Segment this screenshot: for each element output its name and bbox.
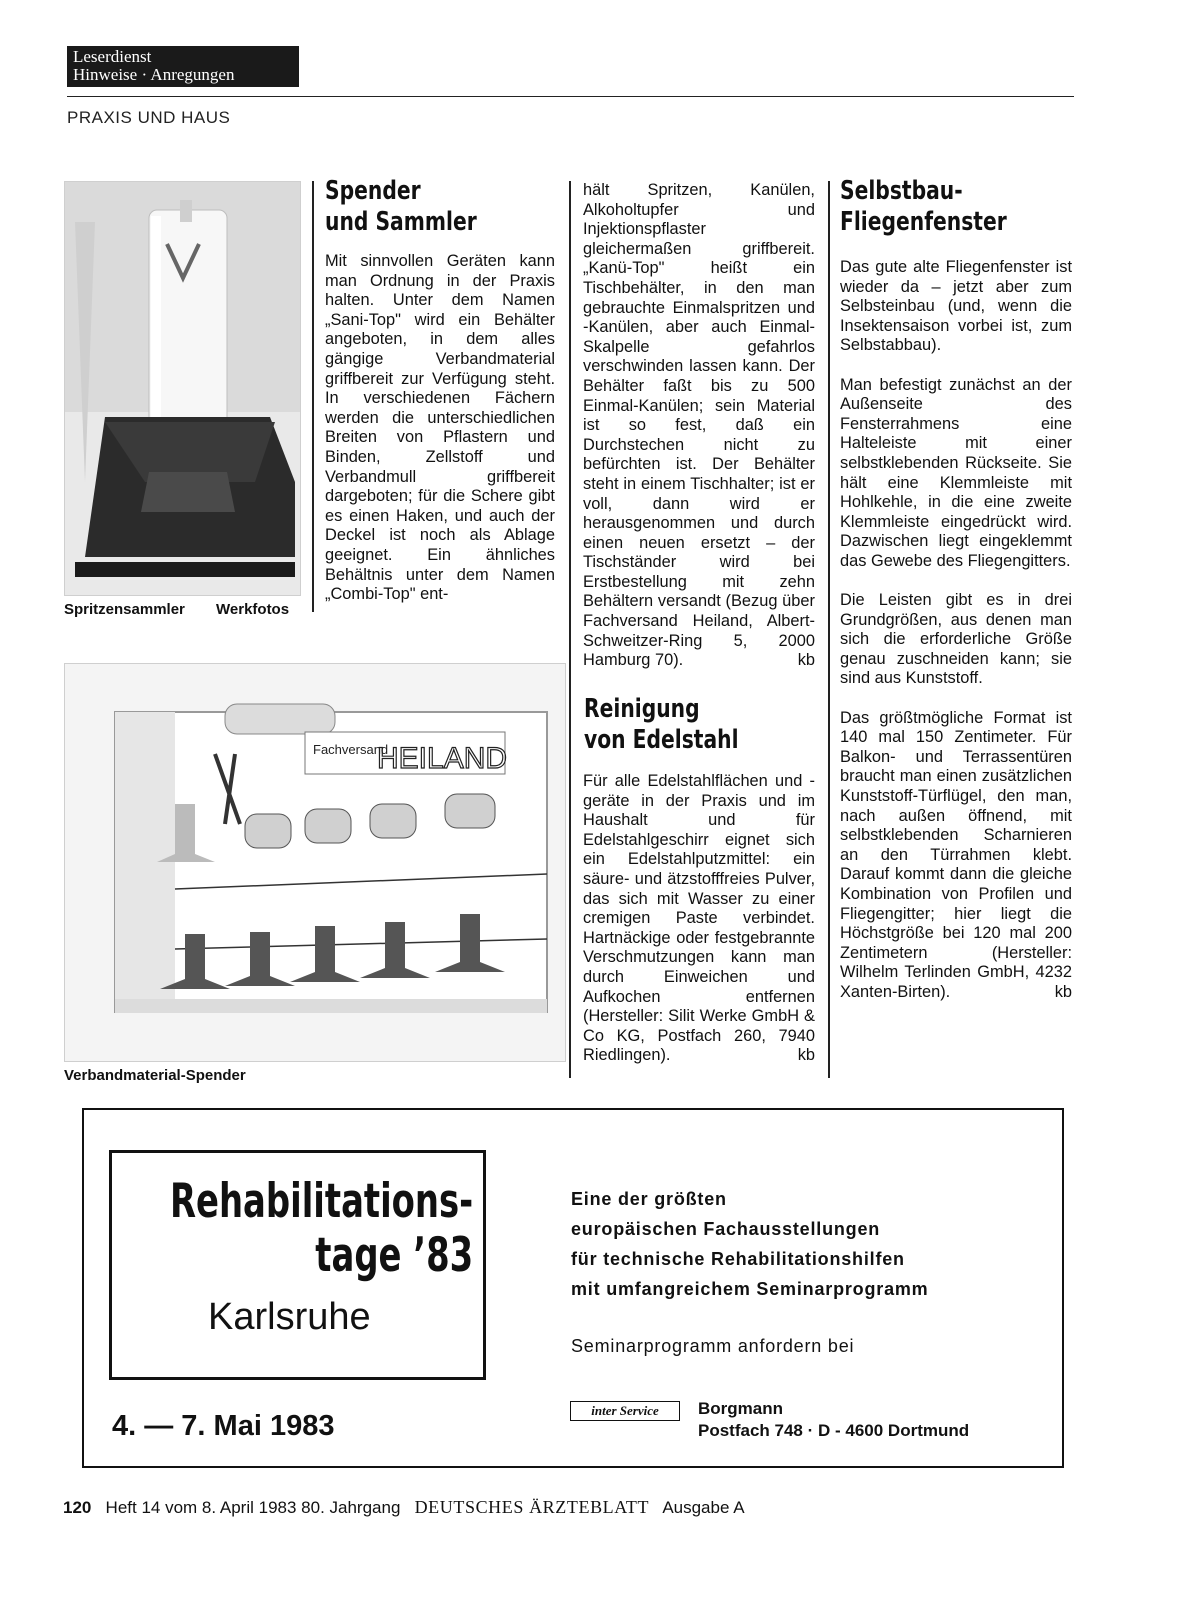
photo-verbandmaterial-spender (64, 663, 566, 1062)
ad-desc-line2: europäischen Fachausstellungen (571, 1219, 881, 1239)
page-footer (63, 1497, 745, 1518)
article3-sign: kb (1054, 982, 1072, 1001)
article3-headline-line1: Selbstbau- (840, 176, 963, 206)
article2-headline-line1: Reinigung (584, 694, 700, 724)
column-rule-3 (828, 181, 830, 1078)
article2-text: Für alle Edelstahlflächen und -geräte in der Praxis und im Haushalt und für Edelstahlgeschirr eignet sich ein Edelstahlputzmittel: ein säure- und ätzstofffreies Pulver, das sich mit Wasser zu einer cremigen Paste verbindet. Hartnäckige oder festgebrannte Verschmutzungen kann man durch Einweichen und Aufkochen entfernen (Hersteller: Silit Werke GmbH & Co KG, Postfach 260, 7940 Riedlingen). (583, 772, 815, 1065)
article3-paragraph-2: Man befestigt zunächst an der Außenseite des Fensterrahmens eine Halteleiste mit einer selbstklebenden Rückseite. Sie hält eine Klemmleiste mit Hohlkehle, in die eine zweite Klemmleiste eingedrückt wird. Dazwischen liegt eingeklemmt das Gewebe des Fliegengitters. (840, 375, 1072, 570)
article1-body-col2 (583, 181, 815, 671)
article3-paragraph-4: Das größtmögliche Format ist 140 mal 150 Zentimeter. Für Balkon- und Terrassentüren braucht man einen zusätzlichen Kunststoff-Türflügel, den man, nach außen öffnend, mit selbstklebenden Scharnieren an den Türrahmen klebt. Darauf kommt dann die gleiche Kombination von Profilen und Fliegengitter; hier liegt die Höchstgröße bei 120 mal 200 Zentimetern (Hersteller: Wilhelm Terlinden GmbH, 4232 Xanten-Birten). (840, 708, 1072, 1001)
article2-body (583, 772, 815, 1066)
photo-spritzensammler (64, 181, 301, 596)
ad-dates: 4. — 7. Mai 1983 (112, 1410, 335, 1442)
ad-title-line1: Rehabilitations- (169, 1174, 473, 1229)
article2-headline-line2: von Edelstahl (584, 725, 739, 755)
header-rule (67, 96, 1074, 97)
section-header-box (67, 46, 299, 87)
ad-title-line2: tage ’83 (315, 1228, 473, 1283)
article1-headline-line2: und Sammler (325, 207, 477, 237)
article1-body-col1: Mit sinnvollen Geräten kann man Ordnung in der Praxis halten. Unter dem Namen „Sani-Top" wird ein Behälter angeboten, in dem alles gängige Verbandmaterial griffbereit zur Verfügung steht. In verschiedenen Fächern werden die unterschiedlichen Breiten von Pflastern und Binden, Zellstoff und Verbandmull griffbereit dargeboten; für die Schere gibt es einen Haken, und auch der Deckel ist noch als Ablage geeignet. Ein ähnliches Behältnis unter dem Namen „Combi-Top" ent- (325, 252, 555, 604)
article2-sign: kb (797, 1046, 815, 1065)
page-number: 120 (63, 1498, 92, 1517)
ad-desc-line4: mit umfangreichem Seminarprogramm (571, 1279, 929, 1299)
dispenser-name-label: HEILAND (377, 742, 508, 775)
ad-address-name: Borgmann (698, 1399, 783, 1418)
ad-desc-line1: Eine der größten (571, 1189, 727, 1209)
caption-photo2: Verbandmaterial-Spender (64, 1067, 246, 1084)
article1-headline (325, 176, 477, 238)
article3-paragraph-1: Das gute alte Fliegenfenster ist wieder da – jetzt aber zum Selbsteinbau (und, wenn die Insektensaison vorbei ist, zum Selbstabbau). (840, 258, 1072, 355)
ad-address-postfach: Postfach 748 · D - 4600 Dortmund (698, 1421, 970, 1440)
article2-headline (584, 694, 739, 756)
article3-headline-line2: Fliegenfenster (840, 207, 1007, 237)
dispenser-brand-label: Fachversand (313, 742, 389, 757)
spritzensammler-illustration (65, 182, 300, 595)
footer-magazine: DEUTSCHES ÄRZTEBLATT (414, 1497, 650, 1517)
article1-headline-line1: Spender (325, 176, 421, 206)
caption-photo1: Spritzensammler (64, 601, 185, 618)
header-line-2: Hinweise · Anregungen (73, 65, 235, 84)
ad-city: Karlsruhe (208, 1296, 371, 1338)
advertisement-title-box (109, 1150, 486, 1380)
ad-description (571, 1184, 928, 1304)
ad-request-text: Seminarprogramm anfordern bei (571, 1336, 855, 1356)
dispenser-illustration (65, 664, 565, 1061)
interservice-logo: inter Service (570, 1401, 680, 1421)
ad-title (170, 1175, 473, 1283)
article3-headline (840, 176, 1007, 238)
article3-paragraph-4-wrap (840, 709, 1072, 1003)
section-label: PRAXIS UND HAUS (67, 108, 231, 127)
footer-edition: Ausgabe A (662, 1498, 745, 1517)
article3-body (840, 258, 1072, 1003)
caption-photo-credit: Werkfotos (216, 601, 290, 618)
column-rule-2 (569, 181, 571, 1078)
footer-issue: Heft 14 vom 8. April 1983 80. Jahrgang (105, 1498, 401, 1517)
ad-desc-line3: für technische Rehabilitationshilfen (571, 1249, 905, 1269)
column-rule-1 (312, 181, 314, 612)
header-line-1: Leserdienst (73, 47, 152, 66)
article3-paragraph-3: Die Leisten gibt es in drei Grundgrößen, aus denen man sich die erforderliche Größe genau zuschneiden kann; sie sind aus Kunststoff. (840, 591, 1072, 688)
article1-col2-text: hält Spritzen, Kanülen, Alkoholtupfer und Injektionspflaster gleichermaßen griffbereit. „Kanü-Top" heißt ein Tischbehälter, in den man gebrauchte Einmalspritzen und -Kanülen, aber auch Einmal-Skalpelle gefahrlos verschwinden lassen kann. Der Behälter faßt bis zu 500 Einmal-Kanülen; sein Material ist so fest, daß ein Durchstechen nicht zu befürchten ist. Der Behälter steht in einem Tischhalter; ist er voll, dann wird er herausgenommen und durch einen neuen ersetzt – der Tischständer wird bei Erstbestellung mit zehn Behältern versandt (Bezug über Fachversand Heiland, Albert-Schweitzer-Ring 5, 2000 Hamburg 70). (583, 181, 815, 670)
article1-sign: kb (797, 651, 815, 670)
